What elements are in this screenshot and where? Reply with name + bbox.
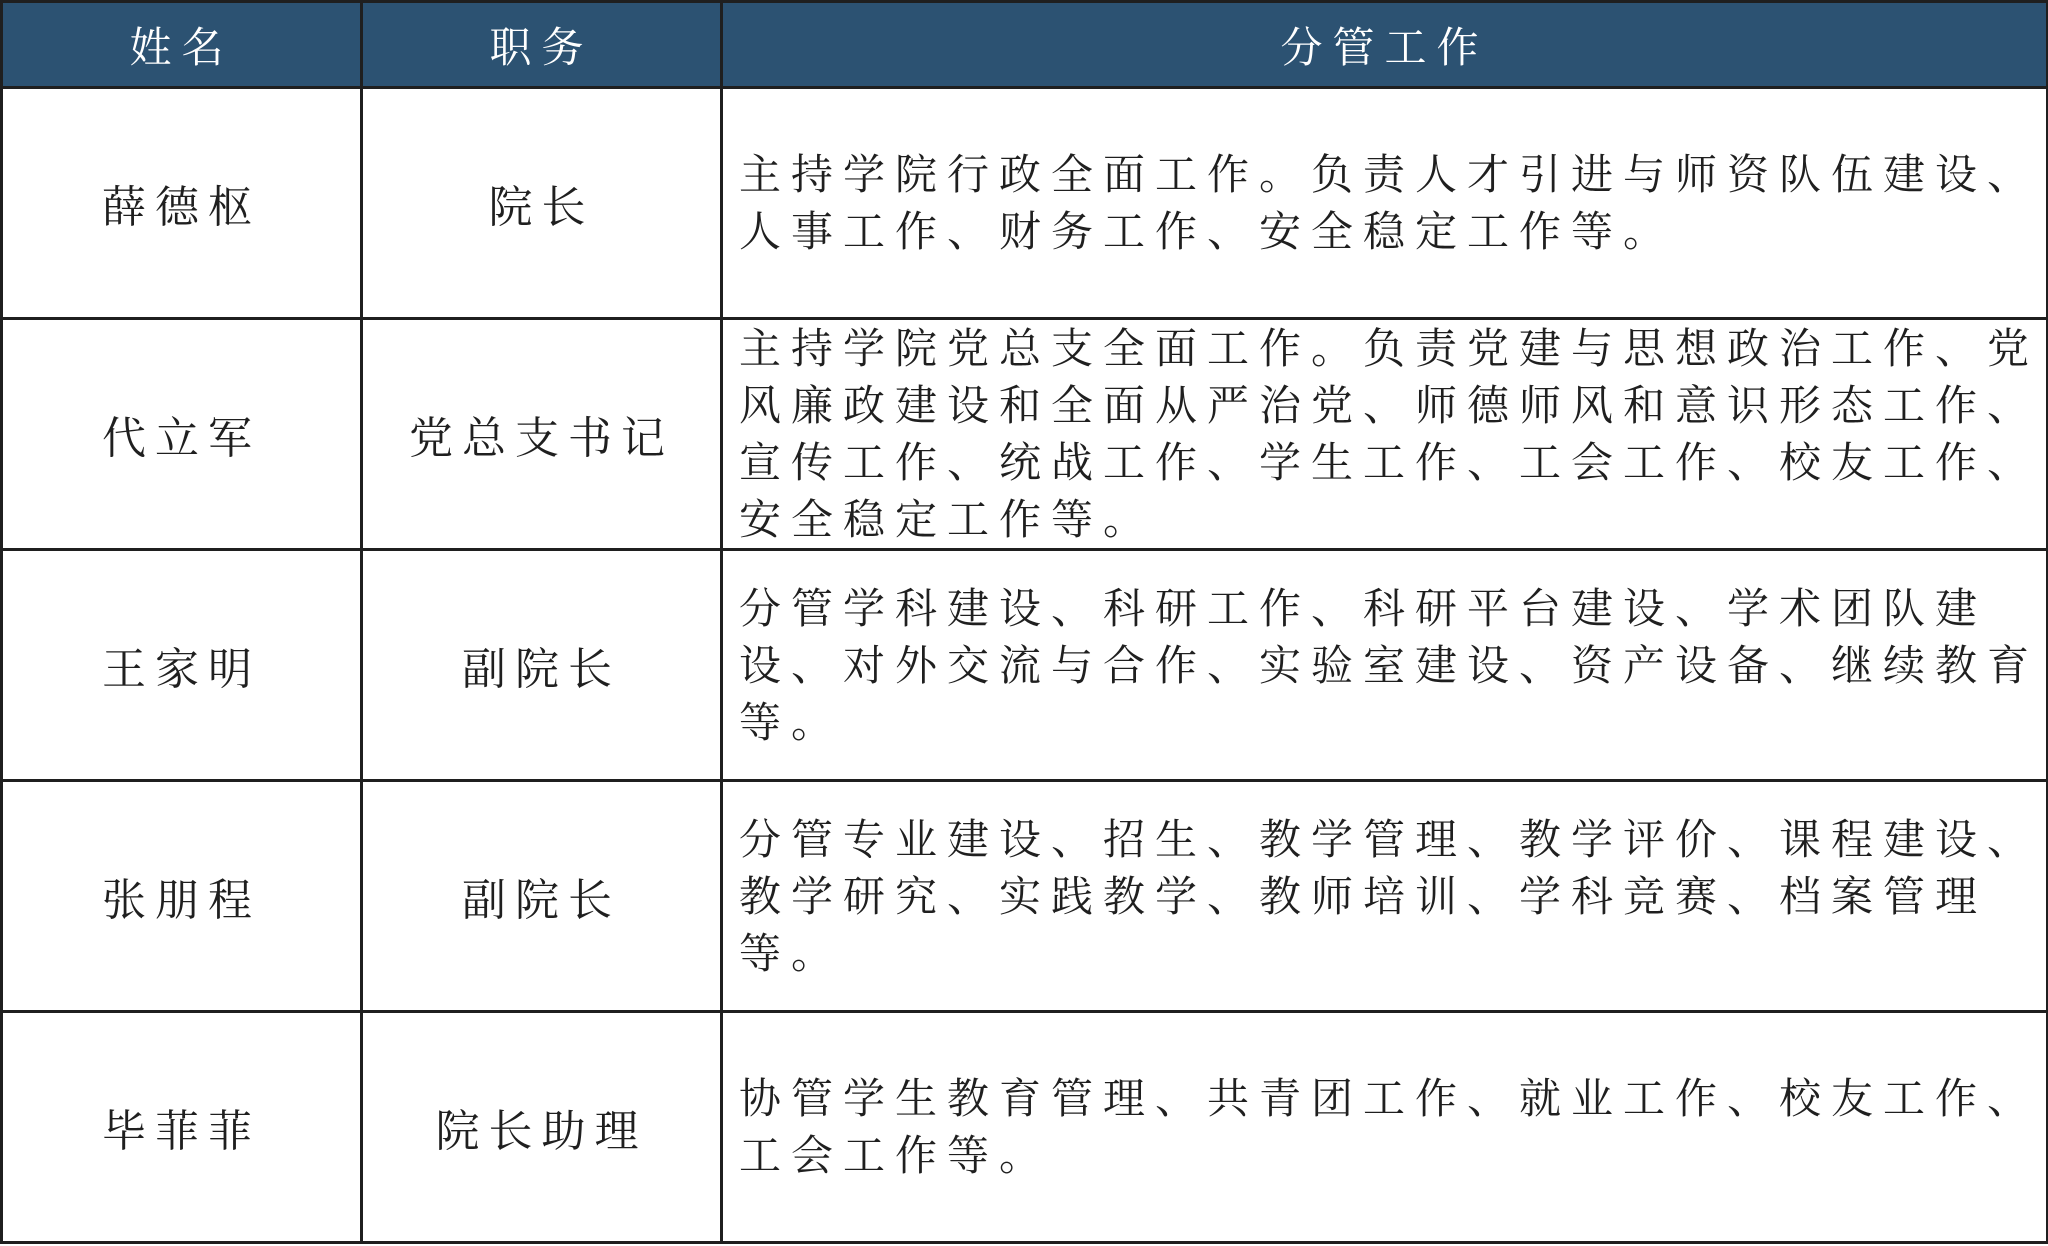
cell-role: 院长 bbox=[362, 88, 722, 319]
cell-name: 张朋程 bbox=[2, 781, 362, 1012]
table-row bbox=[2, 781, 2048, 1012]
cell-duty: 分管学科建设、科研工作、科研平台建设、学术团队建设、对外交流与合作、实验室建设、资产设备、继续教育等。 bbox=[722, 550, 2048, 781]
cell-duty: 主持学院行政全面工作。负责人才引进与师资队伍建设、人事工作、财务工作、安全稳定工作等。 bbox=[722, 88, 2048, 319]
cell-role: 党总支书记 bbox=[362, 319, 722, 550]
cell-role: 副院长 bbox=[362, 550, 722, 781]
table-row bbox=[2, 1012, 2048, 1243]
cell-duty: 分管专业建设、招生、教学管理、教学评价、课程建设、教学研究、实践教学、教师培训、学科竞赛、档案管理等。 bbox=[722, 781, 2048, 1012]
cell-name: 毕菲菲 bbox=[2, 1012, 362, 1243]
table-row bbox=[2, 88, 2048, 319]
cell-name: 薛德枢 bbox=[2, 88, 362, 319]
header-duty: 分管工作 bbox=[722, 2, 2048, 88]
table-row bbox=[2, 550, 2048, 781]
cell-duty: 协管学生教育管理、共青团工作、就业工作、校友工作、工会工作等。 bbox=[722, 1012, 2048, 1243]
cell-name: 王家明 bbox=[2, 550, 362, 781]
cell-role: 院长助理 bbox=[362, 1012, 722, 1243]
header-role: 职务 bbox=[362, 2, 722, 88]
cell-duty: 主持学院党总支全面工作。负责党建与思想政治工作、党风廉政建设和全面从严治党、师德师风和意识形态工作、宣传工作、统战工作、学生工作、工会工作、校友工作、安全稳定工作等。 bbox=[722, 319, 2048, 550]
header-name: 姓名 bbox=[2, 2, 362, 88]
cell-role: 副院长 bbox=[362, 781, 722, 1012]
table-row bbox=[2, 319, 2048, 550]
cell-name: 代立军 bbox=[2, 319, 362, 550]
table-header-row bbox=[2, 2, 2048, 88]
